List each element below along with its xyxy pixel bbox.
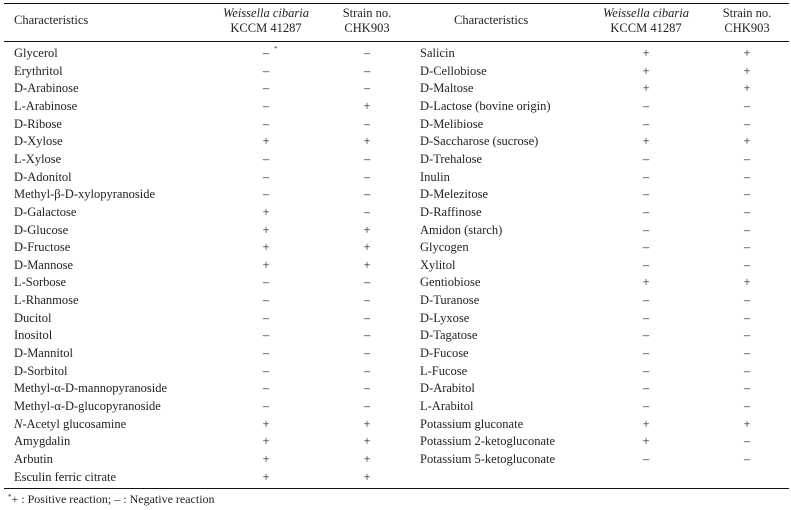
row-characteristic-name: L-Sorbose	[14, 275, 67, 290]
row-characteristic-name: Methyl-β-D-xylopyranoside	[14, 187, 156, 202]
row-characteristic-name: D-Lactose (bovine origin)	[420, 98, 551, 113]
row-strain-result: –	[743, 451, 751, 466]
row-weissella-result: +	[262, 469, 270, 484]
row-weissella-result: –	[262, 399, 270, 413]
row-strain-result: –	[363, 363, 371, 378]
row-weissella-result: –	[262, 328, 270, 343]
row-strain-result: –	[363, 310, 371, 325]
row-strain-result: –	[743, 310, 751, 325]
row-strain-result: –	[363, 116, 371, 131]
row-weissella-result: –	[262, 151, 270, 166]
table-row	[4, 63, 789, 81]
row-characteristic-name: D-Fucose	[420, 346, 469, 361]
row-weissella-result: +	[642, 63, 650, 78]
row-characteristic-name: D-Adonitol	[14, 169, 72, 184]
row-strain-result: +	[363, 98, 371, 113]
row-characteristic-name: Xylitol	[420, 257, 456, 272]
row-weissella-result: +	[262, 416, 270, 431]
row-weissella-result: –	[642, 451, 650, 466]
row-strain-result: –	[743, 98, 751, 113]
row-weissella-result: –	[262, 116, 270, 131]
row-weissella-result: +	[262, 451, 270, 466]
table-row	[4, 363, 789, 381]
row-characteristic-name: D-Arabitol	[420, 381, 475, 396]
row-strain-result: –	[363, 275, 371, 290]
row-strain-result: –	[743, 346, 751, 361]
row-strain-result: –	[743, 151, 751, 166]
table-row	[4, 433, 789, 451]
row-strain-result: –	[363, 381, 371, 396]
table-row	[4, 98, 789, 116]
table-row	[4, 151, 789, 169]
row-characteristic-name: D-Tagatose	[420, 328, 478, 343]
header-weissella-strain: KCCM 41287	[230, 21, 302, 35]
row-strain-result: –	[363, 328, 371, 343]
row-weissella-result: +	[642, 434, 650, 449]
table-row	[4, 398, 789, 416]
row-weissella-result: +	[262, 222, 270, 237]
row-strain-result: –	[363, 399, 371, 413]
row-weissella-result: –	[642, 346, 650, 361]
header-strain-right	[704, 6, 790, 36]
row-strain-result: +	[743, 63, 751, 78]
header-strain-label: Strain no.	[342, 6, 392, 20]
header-strain-label-right: Strain no.	[722, 6, 772, 20]
row-strain-result: –	[743, 257, 751, 272]
row-characteristic-name: L-Arabitol	[420, 399, 474, 413]
row-weissella-result: –	[262, 363, 270, 378]
row-characteristic-name: D-Cellobiose	[420, 63, 487, 78]
row-characteristic-name: D-Trehalose	[420, 151, 483, 166]
top-rule	[4, 3, 789, 4]
row-characteristic-name: Methyl-α-D-mannopyranoside	[14, 381, 168, 396]
row-characteristic-name: Gentiobiose	[420, 275, 481, 290]
footnote-text: + : Positive reaction; – : Negative reaction	[11, 492, 215, 506]
row-characteristic-name: Amidon (starch)	[420, 222, 503, 237]
row-strain-result: +	[363, 134, 371, 149]
row-strain-result: –	[743, 204, 751, 219]
row-strain-result: +	[363, 469, 371, 484]
row-strain-result: –	[363, 169, 371, 184]
row-weissella-result: –	[642, 204, 650, 219]
header-weissella-right	[594, 6, 698, 36]
row-weissella-result: –	[262, 46, 270, 60]
row-characteristic-name: D-Galactose	[14, 204, 77, 219]
row-weissella-result: +	[262, 240, 270, 255]
row-characteristic-name: D-Melezitose	[420, 187, 489, 202]
row-weissella-result: +	[642, 416, 650, 431]
footnote-marker: *	[8, 493, 12, 501]
row-strain-result: –	[363, 187, 371, 202]
row-characteristic-name: Potassium gluconate	[420, 416, 524, 431]
table-row	[4, 257, 789, 275]
table-row	[4, 292, 789, 310]
row-strain-result: –	[743, 187, 751, 202]
row-characteristic-name: Glycerol	[14, 46, 58, 60]
row-characteristic-name: Glycogen	[420, 240, 469, 255]
table-row	[4, 380, 789, 398]
row-weissella-result: –	[642, 187, 650, 202]
row-characteristic-name: Methyl-α-D-glucopyranoside	[14, 399, 161, 413]
row-strain-result: –	[363, 204, 371, 219]
row-strain-result: +	[363, 434, 371, 449]
footnote	[8, 492, 215, 506]
row-weissella-result: –	[262, 346, 270, 361]
row-strain-result: –	[363, 63, 371, 78]
table-row	[4, 310, 789, 328]
table-row	[4, 116, 789, 134]
row-characteristic-name: D-Fructose	[14, 240, 71, 255]
header-strain-id: CHK903	[344, 21, 390, 35]
row-characteristic-name: Amygdalin	[14, 434, 71, 449]
row-strain-result: –	[743, 434, 751, 449]
row-characteristic-name: D-Mannose	[14, 257, 74, 272]
row-characteristic-name: Erythritol	[14, 63, 63, 78]
table-row	[4, 169, 789, 187]
row-strain-result: –	[743, 169, 751, 184]
row-weissella-result: +	[642, 46, 650, 60]
row-weissella-result: –	[642, 399, 650, 413]
row-characteristic-name: L-Fucose	[420, 363, 468, 378]
row-weissella-result: –	[642, 151, 650, 166]
row-characteristic-name: Inulin	[420, 169, 450, 184]
row-strain-result: –	[743, 293, 751, 308]
row-weissella-result: +	[262, 434, 270, 449]
row-weissella-result: +	[642, 81, 650, 96]
row-weissella-result: –	[262, 293, 270, 308]
header-strain-left	[324, 6, 410, 36]
row-characteristic-name: D-Saccharose (sucrose)	[420, 134, 539, 149]
row-strain-result: –	[743, 363, 751, 378]
row-strain-result: –	[743, 381, 751, 396]
row-weissella-result: –	[642, 222, 650, 237]
row-weissella-result: +	[262, 204, 270, 219]
row-weissella-result: –	[642, 363, 650, 378]
header-rule	[4, 41, 789, 42]
header-characteristics-right: Characteristics	[454, 13, 529, 27]
row-characteristic-name: D-Lyxose	[420, 310, 470, 325]
row-characteristic-name: Arbutin	[14, 451, 53, 466]
row-characteristic-name: D-Raffinose	[420, 204, 482, 219]
row-characteristic-name: Esculin ferric citrate	[14, 469, 117, 484]
row-strain-result: +	[743, 81, 751, 96]
row-strain-result: –	[363, 346, 371, 361]
table-row	[4, 80, 789, 98]
table-row	[4, 186, 789, 204]
row-characteristic-name: L-Arabinose	[14, 98, 78, 113]
table-row	[4, 204, 789, 222]
table-row	[4, 239, 789, 257]
table-row	[4, 416, 789, 434]
row-strain-result: –	[743, 240, 751, 255]
row-weissella-result: +	[642, 275, 650, 290]
row-strain-result: +	[363, 222, 371, 237]
row-weissella-result: –	[262, 63, 270, 78]
row-weissella-result: –	[262, 310, 270, 325]
row-characteristic-name: D-Turanose	[420, 293, 480, 308]
header-weissella-left	[216, 6, 316, 36]
row-characteristic-name: D-Glucose	[14, 222, 69, 237]
row-characteristic-name: D-Ribose	[14, 116, 62, 131]
table-row	[4, 327, 789, 345]
row-characteristic-name: Inositol	[14, 328, 53, 343]
row-strain-result: +	[743, 134, 751, 149]
bottom-rule	[4, 488, 789, 489]
row-characteristic-name: D-Maltose	[420, 81, 474, 96]
table-row	[4, 274, 789, 292]
row-weissella-result: –	[262, 169, 270, 184]
header-weissella-strain-right: KCCM 41287	[610, 21, 682, 35]
row-weissella-result: –	[642, 328, 650, 343]
row-characteristic-name: D-Sorbitol	[14, 363, 68, 378]
table-row	[4, 45, 789, 63]
row-characteristic-name: D-Arabinose	[14, 81, 79, 96]
row-characteristic-name: N-Acetyl glucosamine	[14, 416, 127, 431]
footnote-ref-marker: *	[274, 45, 278, 53]
row-strain-result: +	[363, 257, 371, 272]
row-weissella-result: –	[642, 293, 650, 308]
row-strain-result: +	[743, 275, 751, 290]
row-strain-result: +	[743, 46, 751, 60]
row-strain-result: +	[363, 416, 371, 431]
row-weissella-result: +	[262, 257, 270, 272]
row-weissella-result: –	[642, 98, 650, 113]
row-strain-result: –	[363, 81, 371, 96]
row-weissella-result: –	[262, 81, 270, 96]
row-strain-result: –	[743, 222, 751, 237]
table-row	[4, 451, 789, 469]
row-characteristic-name: D-Melibiose	[420, 116, 484, 131]
row-weissella-result: +	[262, 134, 270, 149]
row-weissella-result: –	[642, 381, 650, 396]
table-row	[4, 222, 789, 240]
row-characteristic-name: D-Mannitol	[14, 346, 74, 361]
row-characteristic-name: L-Xylose	[14, 151, 62, 166]
row-weissella-result: –	[262, 187, 270, 202]
row-characteristic-name: D-Xylose	[14, 134, 63, 149]
row-weissella-result: –	[262, 98, 270, 113]
row-weissella-result: –	[642, 310, 650, 325]
row-weissella-result: –	[642, 169, 650, 184]
row-characteristic-name: Salicin	[420, 46, 455, 60]
row-strain-result: –	[743, 399, 751, 413]
header-weissella-name: Weissella cibaria	[223, 6, 309, 20]
row-strain-result: +	[363, 451, 371, 466]
table-row	[4, 469, 789, 487]
row-characteristic-name: Ducitol	[14, 310, 52, 325]
row-strain-result: –	[363, 151, 371, 166]
row-weissella-result: –	[642, 240, 650, 255]
row-characteristic-name: L-Rhanmose	[14, 293, 79, 308]
row-weissella-result: +	[642, 134, 650, 149]
row-strain-result: –	[743, 328, 751, 343]
row-characteristic-name: Potassium 2-ketogluconate	[420, 434, 556, 449]
row-weissella-result: –	[262, 275, 270, 290]
row-weissella-result: –	[642, 116, 650, 131]
row-strain-result: –	[363, 46, 371, 60]
row-characteristic-name: Potassium 5-ketogluconate	[420, 451, 556, 466]
row-weissella-result: –	[642, 257, 650, 272]
header-weissella-name-right: Weissella cibaria	[603, 6, 689, 20]
row-strain-result: +	[363, 240, 371, 255]
row-strain-result: –	[363, 293, 371, 308]
header-strain-id-right: CHK903	[724, 21, 770, 35]
table-row	[4, 345, 789, 363]
row-strain-result: +	[743, 416, 751, 431]
header-characteristics-left: Characteristics	[14, 13, 89, 27]
table-row	[4, 133, 789, 151]
row-weissella-result: –	[262, 381, 270, 396]
row-strain-result: –	[743, 116, 751, 131]
